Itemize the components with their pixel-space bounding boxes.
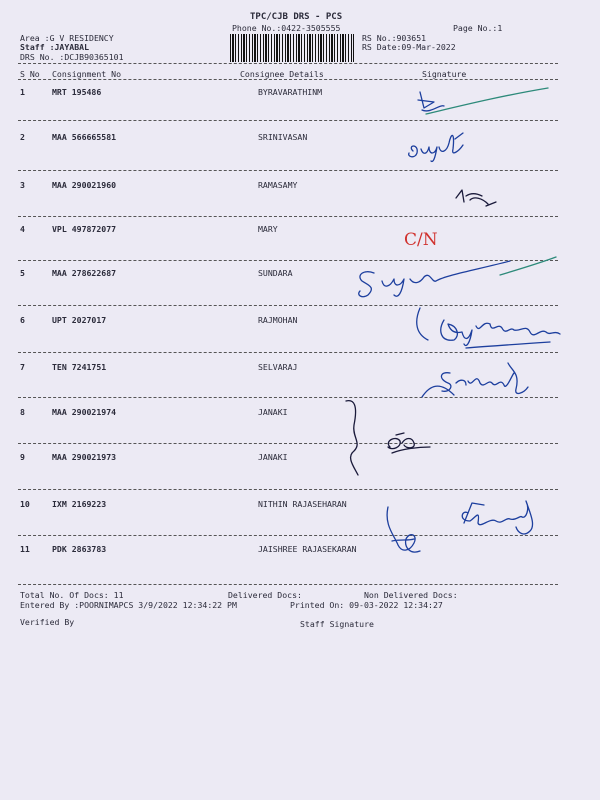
- row-consignee: JANAKI: [258, 452, 288, 462]
- row-consignee: NITHIN RAJASEHARAN: [258, 499, 347, 509]
- delivered-docs: Delivered Docs:: [228, 590, 302, 600]
- header-divider: [18, 63, 558, 64]
- row-consignment: UPT 2027017: [52, 315, 107, 325]
- row-consignee: BYRAVARATHINM: [258, 87, 323, 97]
- total-docs: Total No. Of Docs: 11: [20, 590, 124, 600]
- document-title: TPC/CJB DRS - PCS: [250, 12, 343, 22]
- row-consignment: MRT 195486: [52, 87, 102, 97]
- col-sno-header: S No: [20, 69, 40, 79]
- signature-row-8-9: [340, 395, 440, 485]
- barcode: [230, 34, 354, 62]
- row-consignee: RAMASAMY: [258, 180, 298, 190]
- rs-number: RS No.:903651: [362, 33, 427, 43]
- printed-on: Printed On: 09-03-2022 12:34:27: [290, 600, 443, 610]
- row-consignee: SELVARAJ: [258, 362, 298, 372]
- row-consignment: MAA 290021960: [52, 180, 117, 190]
- row-consignee: RAJMOHAN: [258, 315, 298, 325]
- col-consignment-header: Consignment No: [52, 69, 122, 79]
- row-divider: [18, 352, 558, 353]
- signature-row-10-11: [380, 495, 560, 565]
- row-sno: 9: [20, 452, 25, 462]
- row-sno: 4: [20, 224, 25, 234]
- entered-by: Entered By :POORNIMAPCS 3/9/2022 12:34:22 PM: [20, 600, 237, 610]
- row-consignee: MARY: [258, 224, 278, 234]
- row-divider: [18, 443, 558, 444]
- row-sno: 3: [20, 180, 25, 190]
- col-signature-header: Signature: [422, 69, 467, 79]
- phone-number: Phone No.:0422-3505555: [232, 23, 341, 33]
- row-consignment: MAA 278622687: [52, 268, 117, 278]
- verified-by-label: Verified By: [20, 617, 75, 627]
- col-consignee-header: Consignee Details: [240, 69, 324, 79]
- signature-row-6: [410, 300, 570, 350]
- signature-row-1: [400, 84, 560, 129]
- footer-divider: [18, 584, 558, 585]
- row-consignment: MAA 290021974: [52, 407, 117, 417]
- row-sno: 5: [20, 268, 25, 278]
- staff-signature-label: Staff Signature: [300, 619, 374, 629]
- non-delivered-docs: Non Delivered Docs:: [364, 590, 458, 600]
- signature-row-2: [405, 125, 475, 165]
- row-consignment: PDK 2863783: [52, 544, 107, 554]
- row-sno: 6: [20, 315, 25, 325]
- row-consignment: IXM 2169223: [52, 499, 107, 509]
- row-consignee: JAISHREE RAJASEKARAN: [258, 544, 357, 554]
- signature-row-7: [420, 355, 560, 400]
- row-divider: [18, 170, 558, 171]
- signature-row-5: [350, 255, 560, 305]
- row-consignment: MAA 290021973: [52, 452, 117, 462]
- row-consignee: SUNDARA: [258, 268, 293, 278]
- staff-label: Staff :JAYABAL: [20, 42, 90, 52]
- row-consignment: MAA 566665581: [52, 132, 117, 142]
- area-label: Area :G V RESIDENCY: [20, 33, 114, 43]
- row-sno: 1: [20, 87, 25, 97]
- drs-number: DRS No. :DCJB90365101: [20, 52, 124, 62]
- row-sno: 7: [20, 362, 25, 372]
- row-consignee: SRINIVASAN: [258, 132, 308, 142]
- row-consignment: TEN 7241751: [52, 362, 107, 372]
- handwritten-cn-mark: C/N: [404, 230, 438, 250]
- row-sno: 10: [20, 499, 30, 509]
- row-consignee: JANAKI: [258, 407, 288, 417]
- row-divider: [18, 489, 558, 490]
- signature-row-3: [452, 182, 502, 212]
- row-divider: [18, 216, 558, 217]
- page-number: Page No.:1: [453, 23, 503, 33]
- rs-date: RS Date:09-Mar-2022: [362, 42, 456, 52]
- row-sno: 8: [20, 407, 25, 417]
- row-sno: 2: [20, 132, 25, 142]
- columns-divider: [18, 79, 558, 80]
- row-consignment: VPL 497872077: [52, 224, 117, 234]
- row-sno: 11: [20, 544, 30, 554]
